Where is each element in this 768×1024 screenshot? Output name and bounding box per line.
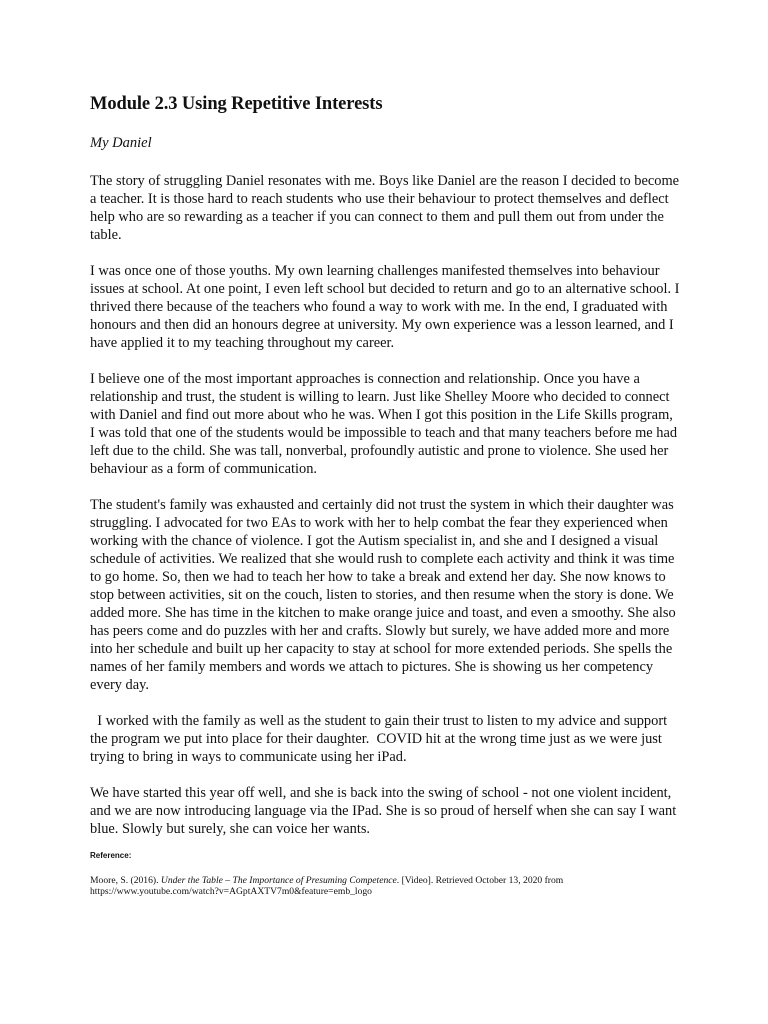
citation-author-year: Moore, S. (2016). [90, 875, 161, 886]
page-subtitle: My Daniel [90, 135, 152, 151]
paragraph: The student's family was exhausted and certainly did not trust the system in which their daughter was struggling. I advocated for two EAs to work with her to help combat the fear they experienced when working with the chance of violence. I got the Autism specialist in, and she and I designed a visual schedule of activities. We realized that she would rush to complete each activity and think it was time to go home. So, then we had to teach her how to take a break and extend her day. She now knows to stop between activities, sit on the couch, listen to stories, and then resume when the story is done. We added more. She has time in the kitchen to make orange juice and toast, and even a smoothy. She also has peers come and do puzzles with her and crafts. Slowly but surely, we have added more and more into her schedule and built up her capacity to stay at school for more extended periods. She spells the names of her family members and words we attach to pictures. She is showing us her competency every day. [90, 497, 676, 693]
citation-title: Under the Table – The Importance of Presuming Competence [160, 875, 397, 886]
paragraph: I was once one of those youths. My own learning challenges manifested themselves into behaviour issues at school. At one point, I even left school but decided to return and go to an alternative school. I thrived there because of the teachers who found a way to work with me. In the end, I graduated with honours and then did an honours degree at university. My own experience was a lesson learned, and I have applied it to my teaching throughout my career. [90, 263, 680, 351]
document-body [90, 172, 680, 856]
paragraph: I worked with the family as well as the student to gain their trust to listen to my advice and support the program we put into place for their daughter. COVID hit at the wrong time just as we were just trying to bring in ways to communicate using her iPad. [90, 713, 671, 765]
paragraph: I believe one of the most important approaches is connection and relationship. Once you have a relationship and trust, the student is willing to learn. Just like Shelley Moore who decided to connect with Daniel and find out more about who he was. When I got this position in the Life Skills program, I was told that one of the students would be impossible to teach and that many teachers before me had left due to the child. She was tall, nonverbal, profoundly autistic and prone to violence. She used her behaviour as a form of communication. [90, 371, 678, 477]
page-title: Module 2.3 Using Repetitive Interests [90, 94, 383, 114]
reference-heading: Reference: [90, 851, 132, 860]
paragraph: We have started this year off well, and she is back into the swing of school - not one violent incident, and we are now introducing language via the IPad. She is so proud of herself when she can say I want blue. Slowly but surely, she can voice her wants. [90, 785, 677, 837]
citation-url[interactable]: https://www.youtube.com/watch?v=AGptAXTV7m0&feature=emb_logo [90, 886, 372, 897]
paragraph: The story of struggling Daniel resonates with me. Boys like Daniel are the reason I decided to become a teacher. It is those hard to reach students who use their behaviour to protect themselves and deflect help who are so rewarding as a teacher if you can connect to them and pull them out from under the table. [90, 173, 680, 243]
reference-citation [90, 875, 690, 897]
citation-source: . [Video]. Retrieved October 13, 2020 from [396, 875, 564, 886]
